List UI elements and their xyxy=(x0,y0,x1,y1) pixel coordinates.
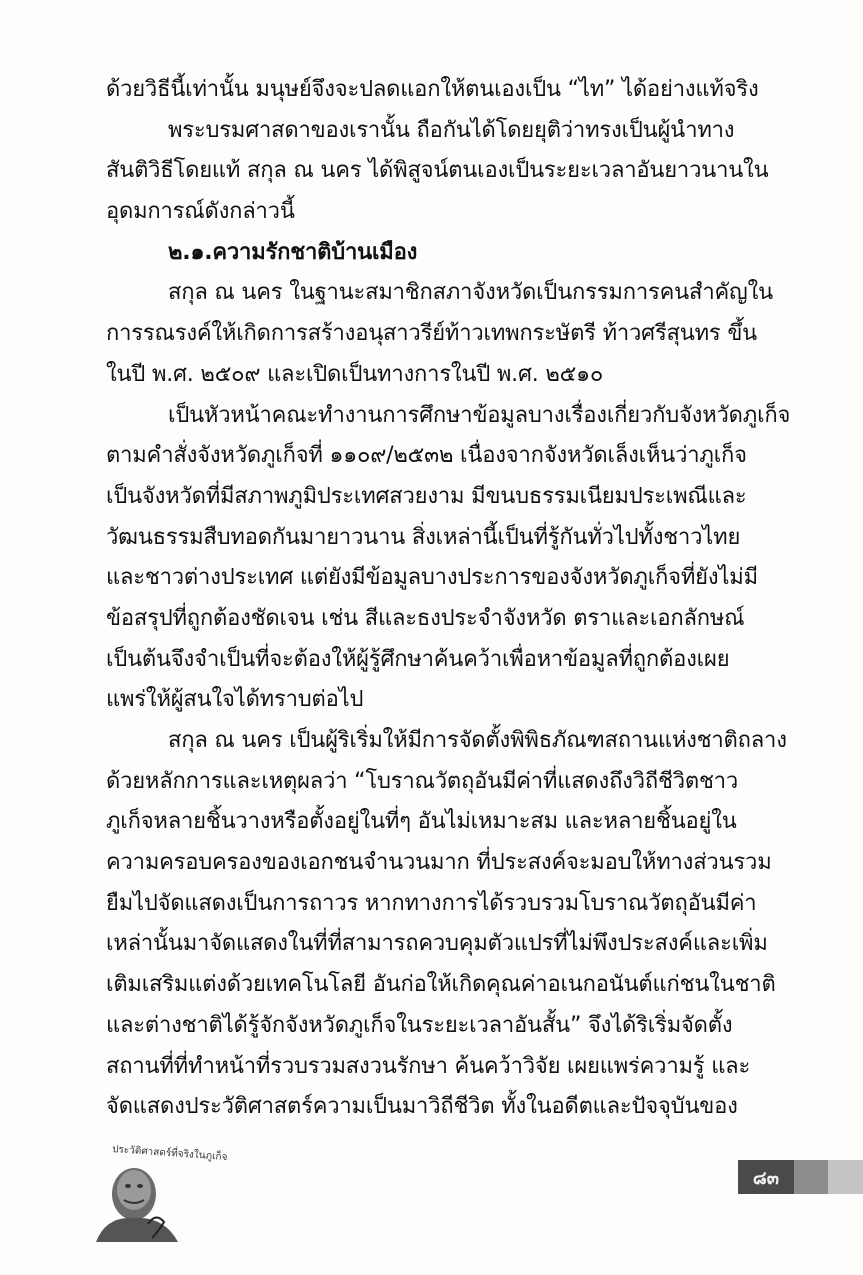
footer-block-light xyxy=(828,1160,863,1194)
text-line: สกุล ณ นคร ในฐานะสมาชิกสภาจังหวัดเป็นกรรมการคนสำคัญใน xyxy=(168,280,773,306)
text-line: พระบรมศาสดาของเรานั้น ถือกันได้โดยยุติว่าทรงเป็นผู้นำทาง xyxy=(168,117,735,143)
text-line: และต่างชาติได้รู้จักจังหวัดภูเก็จในระยะเวลาอันสั้น” จึงได้ริเริ่มจัดตั้ง xyxy=(106,1012,733,1038)
text-line: ความครอบครองของเอกชนจำนวนมาก ที่ประสงค์จะมอบให้ทางส่วนรวม xyxy=(106,850,772,876)
text-line: จัดแสดงประวัติศาสตร์ความเป็นมาวิถีชีวิต ทั้งในอดีตและปัจจุบันของ xyxy=(106,1094,738,1120)
text-line: และชาวต่างประเทศ แต่ยังมีข้อมูลบางประการของจังหวัดภูเก็จที่ยังไม่มี xyxy=(106,565,758,591)
text-line: ด้วยวิธีนี้เท่านั้น มนุษย์จึงจะปลดแอกให้ตนเองเป็น “ไท” ได้อย่างแท้จริง xyxy=(106,77,759,102)
text-line: อุดมการณ์ดังกล่าวนี้ xyxy=(106,199,295,225)
text-line: ยืมไปจัดแสดงเป็นการถาวร หากทางการได้รวบรวมโบราณวัตถุอันมีค่า xyxy=(106,890,757,916)
text-line: สกุล ณ นคร เป็นผู้ริเริ่มให้มีการจัดตั้งพิพิธภัณฑสถานแห่งชาติถลาง xyxy=(168,728,787,753)
text-line: เติมเสริมแต่งด้วยเทคโนโลยี อันก่อให้เกิดคุณค่าอเนกอนันต์แก่ชนในชาติ xyxy=(106,972,776,998)
text-line: การรณรงค์ให้เกิดการสร้างอนุสาวรีย์ท้าวเทพกระษัตรี ท้าวศรีสุนทร ขึ้น xyxy=(106,321,758,347)
text-line: สถานที่ที่ทำหน้าที่รวบรวมสงวนรักษา ค้นคว้าวิจัย เผยแพร่ความรู้ และ xyxy=(106,1053,751,1079)
text-line: ตามคำสั่งจังหวัดภูเก็จที่ ๑๑๐๙/๒๕๓๒ เนื่องจากจังหวัดเล็งเห็นว่าภูเก็จ xyxy=(106,443,747,469)
page-number: ๘๓ xyxy=(738,1160,794,1194)
text-line: ภูเก็จหลายชิ้นวางหรือตั้งอยู่ในที่ๆ อันไม่เหมาะสม และหลายชิ้นอยู่ใน xyxy=(106,809,737,835)
text-line: ด้วยหลักการและเหตุผลว่า “โบราณวัตถุอันมีค่าที่แสดงถึงวิถีชีวิตชาว xyxy=(106,768,739,794)
body-text xyxy=(106,70,802,1128)
footer-block-dark xyxy=(794,1160,828,1194)
section-heading: ๒.๑.ความรักชาติบ้านเมือง xyxy=(168,239,418,265)
page-footer-bar xyxy=(738,1160,863,1194)
text-line: เป็นจังหวัดที่มีสภาพภูมิประเทศสวยงาม มีขนบธรรมเนียมประเพณีและ xyxy=(106,483,747,509)
text-line: เป็นต้นจึงจำเป็นที่จะต้องให้ผู้รู้ศึกษาค้นคว้าเพื่อหาข้อมูลที่ถูกต้องเผย xyxy=(106,646,730,672)
text-line: สันติวิธีโดยแท้ สกุล ณ นคร ได้พิสูจน์ตนเองเป็นระยะเวลาอันยาวนานใน xyxy=(106,158,769,184)
text-line: เหล่านั้นมาจัดแสดงในที่ที่สามารถควบคุมตัวแปรที่ไม่พึงประสงค์และเพิ่ม xyxy=(106,931,768,957)
text-line: ในปี พ.ศ. ๒๕๐๙ และเปิดเป็นทางการในปี พ.ศ. ๒๕๑๐ xyxy=(106,361,604,387)
text-line: ข้อสรุปที่ถูกต้องชัดเจน เช่น สีและธงประจำจังหวัด ตราและเอกลักษณ์ xyxy=(106,605,745,631)
text-line: แพร่ให้ผู้สนใจได้ทราบต่อไป xyxy=(106,687,364,713)
logo-caption: ประวัติศาสตร์ที่จริงในภูเก็จ xyxy=(111,1143,228,1164)
text-line: เป็นหัวหน้าคณะทำงานการศึกษาข้อมูลบางเรื่องเกี่ยวกับจังหวัดภูเก็จ xyxy=(168,402,791,428)
text-line: วัฒนธรรมสืบทอดกันมายาวนาน สิ่งเหล่านี้เป็นที่รู้กันทั่วไปทั้งชาวไทย xyxy=(106,524,741,550)
